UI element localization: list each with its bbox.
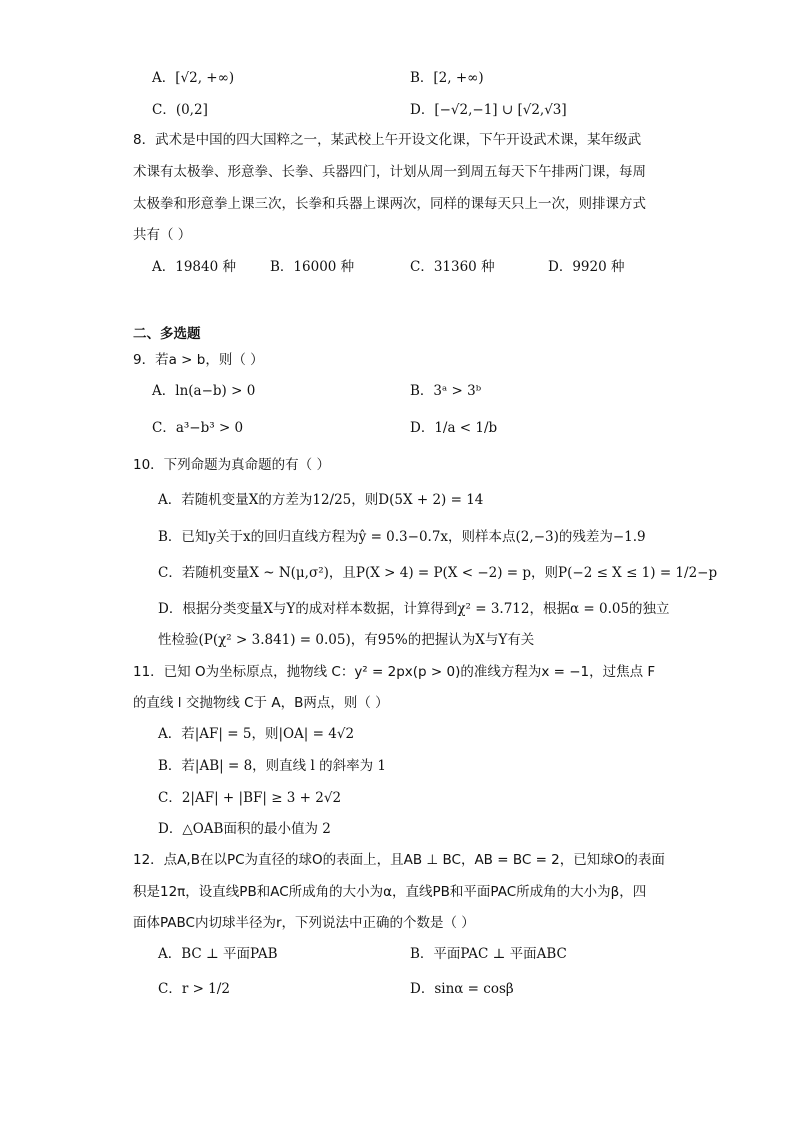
q7-option-d: D．[−√2,−1] ∪ [√2,√3] xyxy=(410,102,567,118)
section-heading: 二、多选题 xyxy=(133,326,201,342)
q10-stem: 10．下列命题为真命题的有（ ） xyxy=(133,457,330,473)
q11-option-b: B．若|AB| = 8，则直线 l 的斜率为 1 xyxy=(158,758,386,774)
q11-line-1: 11．已知 O为坐标原点，抛物线 C：y² = 2px(p > 0)的准线方程为x = −1，过焦点 F xyxy=(133,664,656,680)
q12-option-b: B．平面PAC ⊥ 平面ABC xyxy=(410,946,567,962)
q10-option-c: C．若随机变量X ~ N(μ,σ²)，且P(X > 4) = P(X < −2) = p，则P(−2 ≤ X ≤ 1) = 1/2−p xyxy=(158,565,718,581)
q10-option-d-line-1: D．根据分类变量X与Y的成对样本数据，计算得到χ² = 3.712，根据α = 0.05的独立 xyxy=(158,601,670,617)
q11-option-d: D．△OAB面积的最小值为 2 xyxy=(158,821,331,837)
q8-line-1: 8．武术是中国的四大国粹之一，某武校上午开设文化课，下午开设武术课，某年级武 xyxy=(133,132,642,148)
q8-option-d: D．9920 种 xyxy=(548,259,625,275)
q8-line-3: 太极拳和形意拳上课三次，长拳和兵器上课两次，同样的课每天只上一次，则排课方式 xyxy=(133,196,646,212)
q8-option-c: C．31360 种 xyxy=(410,259,495,275)
q11-option-a: A．若|AF| = 5，则|OA| = 4√2 xyxy=(158,726,355,742)
q8-line-4: 共有（ ） xyxy=(133,227,192,243)
q9-option-a: A．ln(a−b) > 0 xyxy=(152,383,256,399)
q11-line-2: 的直线 l 交抛物线 C于 A，B两点，则（ ） xyxy=(133,695,389,711)
q12-line-3: 面体PABC内切球半径为r，下列说法中正确的个数是（ ） xyxy=(133,915,475,931)
q10-option-d-line-2: 性检验(P(χ² > 3.841) = 0.05)，有95%的把握认为X与Y有关 xyxy=(158,632,535,648)
q7-option-b: B．[2, +∞) xyxy=(410,70,484,86)
q9-option-c: C．a³−b³ > 0 xyxy=(152,420,244,436)
q9-stem: 9．若a > b，则（ ） xyxy=(133,352,264,368)
q12-option-a: A．BC ⊥ 平面PAB xyxy=(158,946,278,962)
q8-option-a: A．19840 种 xyxy=(152,259,236,275)
q12-line-1: 12．点A,B在以PC为直径的球O的表面上，且AB ⊥ BC，AB = BC = 2，已知球O的表面 xyxy=(133,852,665,868)
q11-option-c: C．2|AF| + |BF| ≥ 3 + 2√2 xyxy=(158,790,342,806)
q8-option-b: B．16000 种 xyxy=(270,259,355,275)
q12-option-d: D．sinα = cosβ xyxy=(410,981,514,997)
q12-option-c: C．r > 1/2 xyxy=(158,981,230,997)
q10-option-a: A．若随机变量X的方差为12/25，则D(5X + 2) = 14 xyxy=(158,492,484,508)
q12-line-2: 积是12π，设直线PB和AC所成角的大小为α，直线PB和平面PAC所成角的大小为β，四 xyxy=(133,884,647,900)
q7-option-a: A．[√2, +∞) xyxy=(152,70,235,86)
q10-option-b: B．已知y关于x的回归直线方程为ŷ = 0.3−0.7x，则样本点(2,−3)的残差为−1.9 xyxy=(158,529,646,545)
q8-line-2: 术课有太极拳、形意拳、长拳、兵器四门，计划从周一到周五每天下午排两门课，每周 xyxy=(133,164,646,180)
q9-option-d: D．1/a < 1/b xyxy=(410,420,498,436)
q7-option-c: C．(0,2] xyxy=(152,102,208,118)
q9-option-b: B．3ᵃ > 3ᵇ xyxy=(410,383,482,399)
